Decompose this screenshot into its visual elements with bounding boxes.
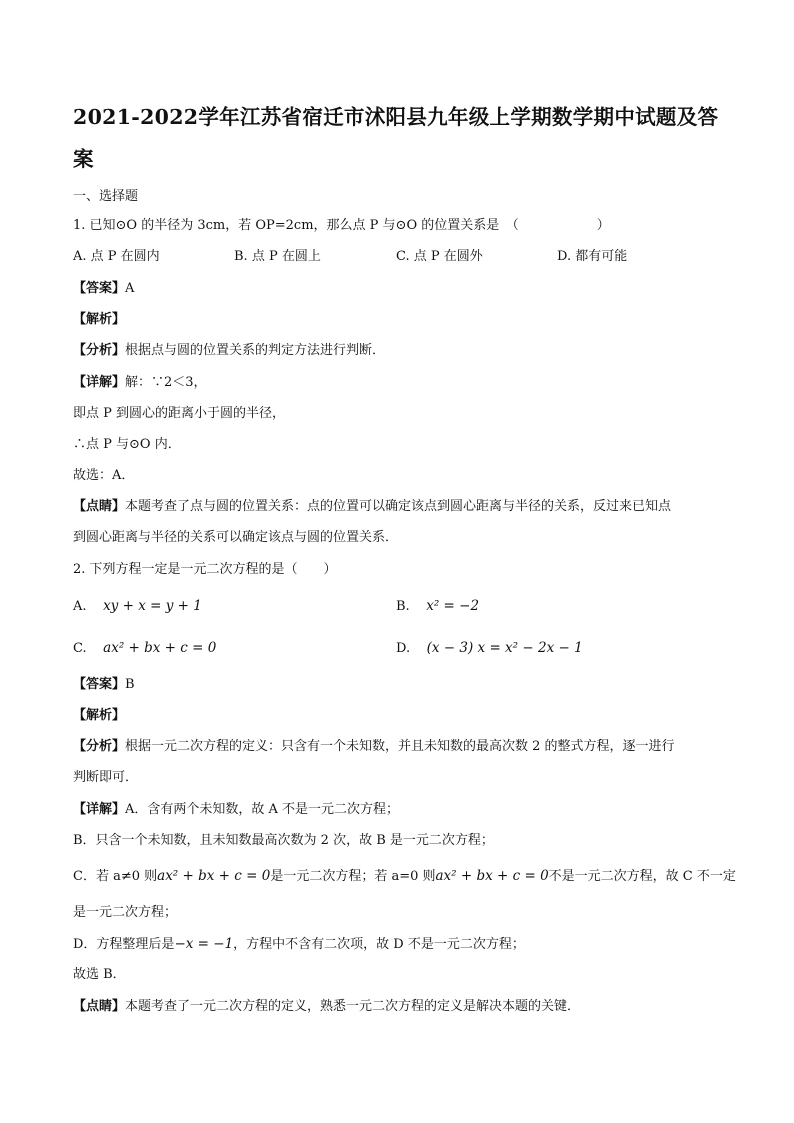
option-math: x² = −2 xyxy=(426,598,480,614)
q1-fenxi xyxy=(73,341,385,361)
xiangjie-tag: 【详解】 xyxy=(73,802,126,817)
answer-tag: 【答案】 xyxy=(73,281,126,296)
fenxi-tag: 【分析】 xyxy=(73,343,126,358)
q2-answer xyxy=(73,675,135,695)
step-c-pre: C．若 a≠0 则 xyxy=(73,869,158,884)
xiangjie-tag: 【详解】 xyxy=(73,375,126,390)
q2-step-c-cont: 是一元二次方程； xyxy=(73,905,178,920)
q2-option-c xyxy=(73,638,216,659)
q2-step-d xyxy=(73,934,525,955)
xiangjie-text: 解：∵2＜3， xyxy=(125,375,207,390)
option-math: xy + x = y + 1 xyxy=(103,598,202,614)
q1-stem-end: ） xyxy=(596,218,610,233)
q2-option-b xyxy=(396,596,479,617)
option-label: C. xyxy=(73,641,87,656)
step-d-math: −x = −1 xyxy=(174,936,234,952)
q2-fenxi-cont: 判断即可． xyxy=(73,770,139,785)
step-c-mid: 是一元二次方程；若 a=0 则 xyxy=(270,869,436,884)
q1-option-d: D. 都有可能 xyxy=(557,249,628,264)
option-label: D. xyxy=(396,641,411,656)
section-heading: 一、选择题 xyxy=(73,189,139,204)
q1-step-3: ∴点 P 与⊙O 内． xyxy=(73,437,181,452)
q2-option-d xyxy=(396,638,583,659)
q1-stem xyxy=(73,216,610,236)
q1-dianjing-cont: 到圆心距离与半径的关系可以确定该点与圆的位置关系． xyxy=(73,530,399,545)
q1-step-2: 即点 P 到圆心的距离小于圆的半径， xyxy=(73,406,286,421)
dianjing-tag: 【点睛】 xyxy=(73,499,126,514)
q1-stem-text: 1. 已知⊙O 的半径为 3cm，若 OP=2cm，那么点 P 与⊙O 的位置关系是 （ xyxy=(73,218,519,233)
option-label: B. xyxy=(396,599,410,614)
q1-option-b: B. 点 P 在圆上 xyxy=(234,249,321,264)
q1-option-a: A. 点 P 在圆内 xyxy=(73,249,160,264)
q2-analysis-tag: 【解析】 xyxy=(73,708,126,723)
option-label: A. xyxy=(73,599,87,614)
fenxi-text: 根据一元二次方程的定义：只含有一个未知数，并且未知数的最高次数 2 的整式方程，逐一进行 xyxy=(125,739,675,754)
option-math: ax² + bx + c = 0 xyxy=(103,640,217,656)
q1-step-4: 故选：A． xyxy=(73,468,135,483)
option-math: (x − 3) x = x² − 2x − 1 xyxy=(426,640,583,656)
answer-value: B xyxy=(125,677,135,692)
step-c-post: 不是一元二次方程，故 C 不一定 xyxy=(548,869,736,884)
dianjing-text: 本题考查了点与圆的位置关系：点的位置可以确定该点到圆心距离与半径的关系，反过来已知点 xyxy=(125,499,672,514)
dianjing-tag: 【点睛】 xyxy=(73,999,126,1014)
q2-dianjing xyxy=(73,997,580,1017)
q1-dianjing xyxy=(73,497,671,517)
step-d-post: ，方程中不含有二次项，故 D 不是一元二次方程； xyxy=(233,937,525,952)
q2-xiangjie xyxy=(73,800,399,820)
q2-step-c xyxy=(73,866,736,887)
step-d-pre: D．方程整理后是 xyxy=(73,937,175,952)
document-title-line2: 案 xyxy=(73,147,94,171)
q1-answer xyxy=(73,279,134,299)
xiangjie-text: A．含有两个未知数，故 A 不是一元二次方程； xyxy=(125,802,400,817)
q2-fenxi xyxy=(73,737,675,757)
q1-option-c: C. 点 P 在圆外 xyxy=(396,249,483,264)
q2-conclusion: 故选 B． xyxy=(73,967,126,982)
q2-option-a xyxy=(73,596,202,617)
step-c-math-2: ax² + bx + c = 0 xyxy=(435,868,549,884)
q2-stem: 2. 下列方程一定是一元二次方程的是（ ） xyxy=(73,562,337,577)
document-title-line1: 2021-2022学年江苏省宿迁市沭阳县九年级上学期数学期中试题及答 xyxy=(73,105,719,129)
fenxi-text: 根据点与圆的位置关系的判定方法进行判断． xyxy=(125,343,386,358)
q2-step-b: B．只含一个未知数，且未知数最高次数为 2 次，故 B 是一元二次方程； xyxy=(73,833,494,848)
q1-xiangjie xyxy=(73,373,207,393)
answer-value: A xyxy=(125,281,135,296)
dianjing-text: 本题考查了一元二次方程的定义，熟悉一元二次方程的定义是解决本题的关键． xyxy=(125,999,581,1014)
fenxi-tag: 【分析】 xyxy=(73,739,126,754)
step-c-math-1: ax² + bx + c = 0 xyxy=(157,868,271,884)
q1-analysis-tag: 【解析】 xyxy=(73,312,126,327)
answer-tag: 【答案】 xyxy=(73,677,126,692)
